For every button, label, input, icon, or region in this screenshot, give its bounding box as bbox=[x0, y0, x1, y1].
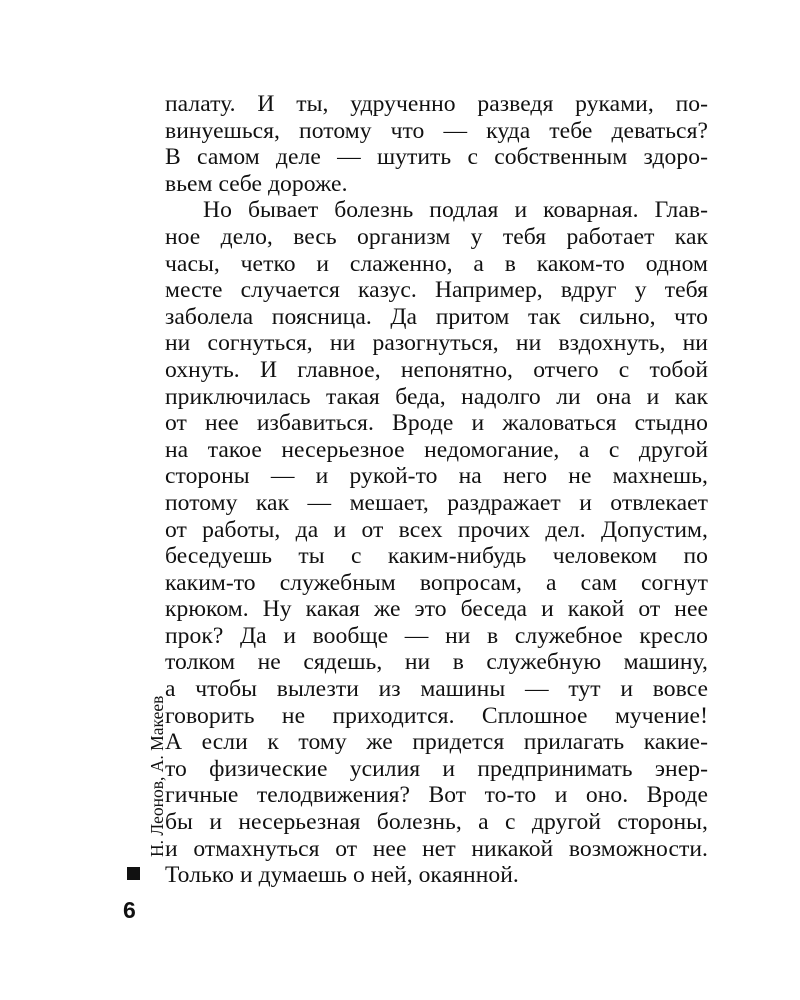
text-line: говорить не приходится. Сплошное мучение! bbox=[165, 702, 708, 729]
text-line: вьем себе дороже. bbox=[165, 170, 348, 197]
text-line: часы, четко и слаженно, а в каком-то одном bbox=[165, 250, 708, 277]
text-line: и отмахнуться от нее нет никакой возможности. bbox=[165, 835, 708, 862]
text-line: заболела поясница. Да притом так сильно, что bbox=[165, 303, 708, 330]
paragraph-first-line: Но бывает болезнь подлая и коварная. Глав- bbox=[203, 197, 708, 224]
text-line: от нее избавиться. Вроде и жаловаться стыдно bbox=[165, 410, 708, 437]
text-line: беседуешь ты с каким-нибудь человеком по bbox=[165, 543, 708, 570]
text-line: толком не сядешь, ни в служебную машину, bbox=[165, 649, 708, 676]
text-line: от работы, да и от всех прочих дел. Допустим, bbox=[165, 516, 708, 543]
text-line: каким-то служебным вопросам, а сам согнут bbox=[165, 569, 708, 596]
text-line: В самом деле — шутить с собственным здоро- bbox=[165, 144, 708, 171]
text-line: ное дело, весь организм у тебя работает как bbox=[165, 223, 708, 250]
text-line: месте случается казус. Например, вдруг у тебя bbox=[165, 277, 708, 304]
text-line: А если к тому же придется прилагать какие- bbox=[165, 729, 708, 756]
text-line: винуешься, потому что — куда тебе деваться? bbox=[165, 117, 708, 144]
text-line: стороны — и рукой-то на него не махнешь, bbox=[165, 463, 708, 490]
page-number: 6 bbox=[123, 897, 136, 923]
running-head-authors: Н. Леонов, А. Макеев bbox=[147, 695, 167, 857]
text-line: прок? Да и вообще — ни в служебное кресло bbox=[165, 622, 708, 649]
text-line: крюком. Ну какая же это беседа и какой от нее bbox=[165, 596, 708, 623]
text-line: а чтобы вылезти из машины — тут и вовсе bbox=[165, 676, 708, 703]
body-text bbox=[165, 91, 708, 889]
text-line: палату. И ты, удрученно разведя руками, по- bbox=[165, 91, 708, 117]
text-line: то физические усилия и предпринимать энер- bbox=[165, 755, 708, 782]
text-line: ни согнуться, ни разогнуться, ни вздохнуть, ни bbox=[165, 330, 708, 357]
text-line: бы и несерьезная болезнь, а с другой стороны, bbox=[165, 809, 708, 836]
text-line: приключилась такая беда, надолго ли она и как bbox=[165, 383, 708, 410]
text-line: потому как — мешает, раздражает и отвлекает bbox=[165, 489, 708, 516]
running-head-square-icon bbox=[127, 867, 140, 880]
text-line: гичные телодвижения? Вот то-то и оно. Вроде bbox=[165, 782, 708, 809]
text-line: Только и думаешь о ней, окаянной. bbox=[165, 862, 519, 889]
text-line: охнуть. И главное, непонятно, отчего с тобой bbox=[165, 356, 708, 383]
text-line: на такое несерьезное недомогание, а с другой bbox=[165, 436, 708, 463]
